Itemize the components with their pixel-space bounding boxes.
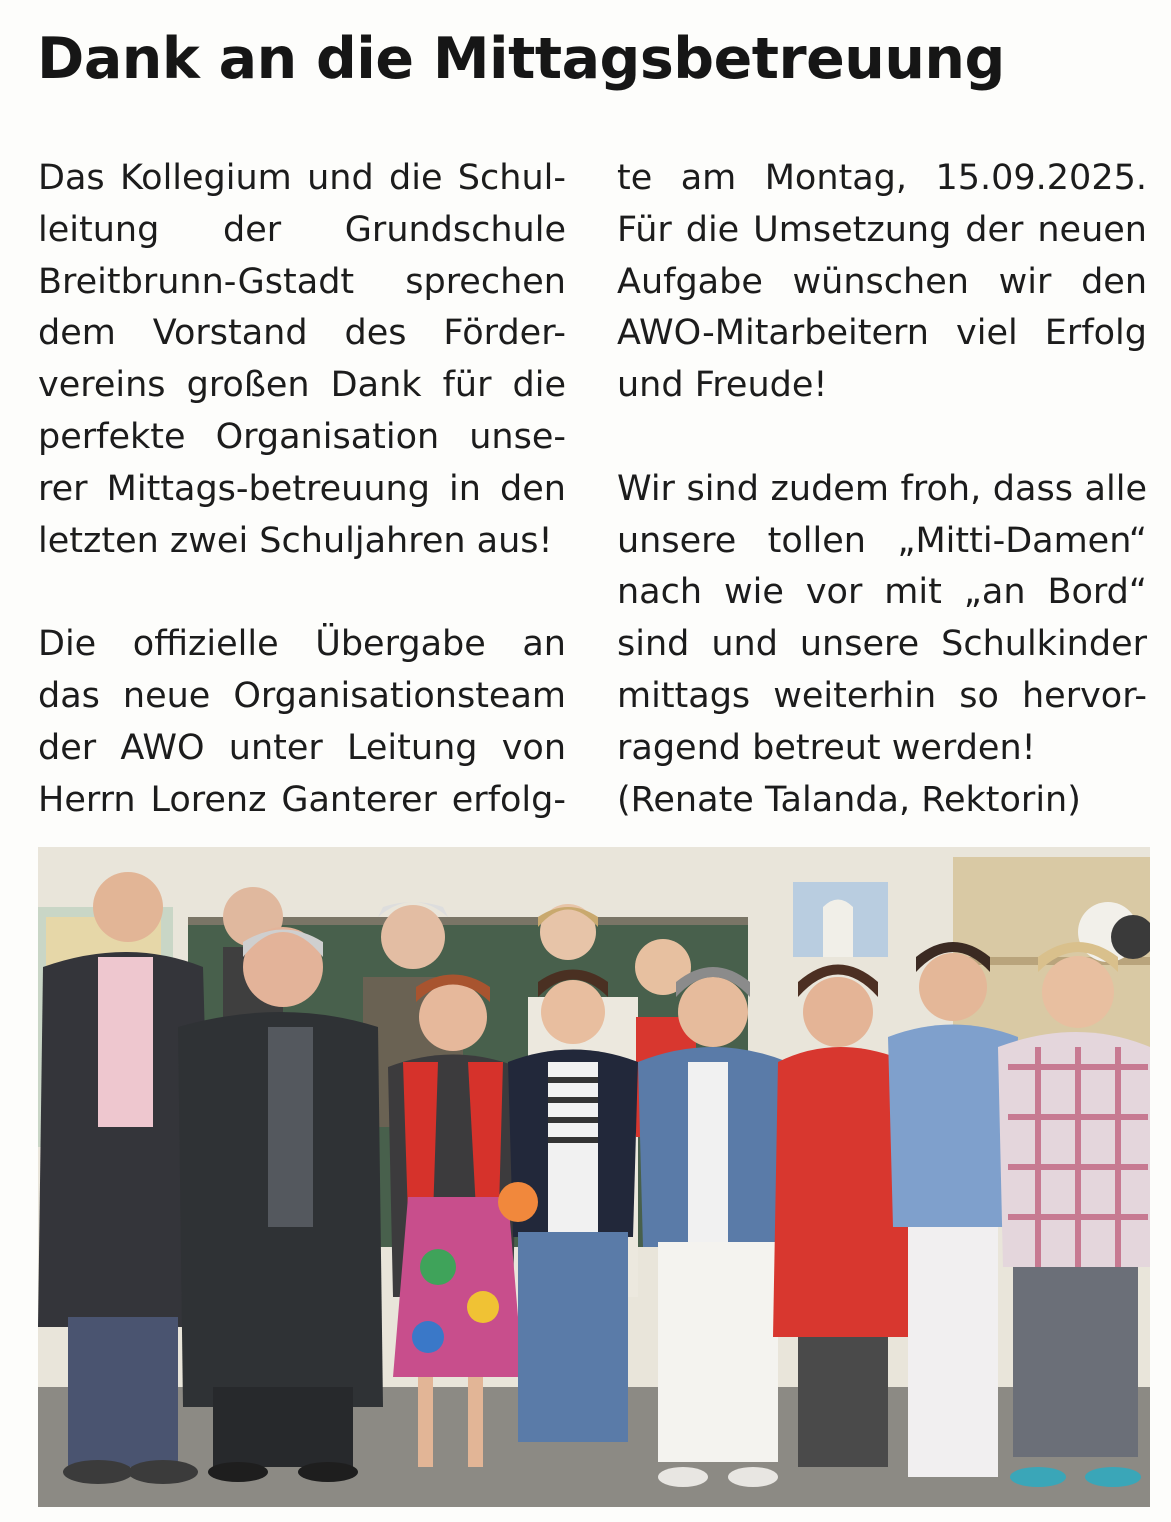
text-line: AWO-Mitarbeitern viel Erfolg: [617, 313, 1147, 354]
text-line: perfekte Organisation unse-: [38, 416, 566, 457]
text-line: sind und unsere Schulkinder: [617, 624, 1147, 665]
paragraph: [38, 619, 566, 826]
article-title: Dank an die Mittagsbetreuung: [37, 26, 1005, 92]
text-line: Herrn Lorenz Ganterer erfolg-: [38, 779, 566, 820]
paragraph: [38, 153, 566, 567]
text-line: dem Vorstand des Förder-: [38, 313, 566, 354]
text-line: Für die Umsetzung der neuen: [617, 209, 1147, 250]
text-line: und Freude!: [617, 365, 828, 406]
text-line: te am Montag, 15.09.2025.: [617, 158, 1147, 198]
text-line: Das Kollegium und die Schul-: [38, 158, 566, 198]
text-line: nach wie vor mit „an Bord“: [617, 572, 1147, 613]
text-line: vereins großen Dank für die: [38, 365, 566, 406]
text-line: rer Mittags-betreuung in den: [38, 468, 566, 509]
group-photo: [38, 847, 1150, 1507]
text-line: (Renate Talanda, Rektorin): [617, 779, 1081, 820]
text-line: letzten zwei Schuljahren aus!: [38, 520, 553, 561]
article-column-right: [617, 153, 1147, 826]
article-column-left: [38, 153, 566, 826]
text-line: der AWO unter Leitung von: [38, 727, 566, 768]
text-line: unsere tollen „Mitti-Damen“: [617, 520, 1147, 561]
text-line: Die offizielle Übergabe an: [38, 624, 566, 665]
text-line: mittags weiterhin so hervor-: [617, 675, 1147, 716]
paragraph: [617, 464, 1147, 827]
text-line: leitung der Grundschule: [38, 209, 566, 250]
text-line: Wir sind zudem froh, dass alle: [617, 468, 1147, 509]
text-line: ragend betreut werden!: [617, 727, 1036, 768]
paragraph: [617, 153, 1147, 412]
text-line: Aufgabe wünschen wir den: [617, 261, 1147, 302]
text-line: Breitbrunn-Gstadt sprechen: [38, 261, 566, 302]
text-line: das neue Organisationsteam: [38, 675, 566, 716]
